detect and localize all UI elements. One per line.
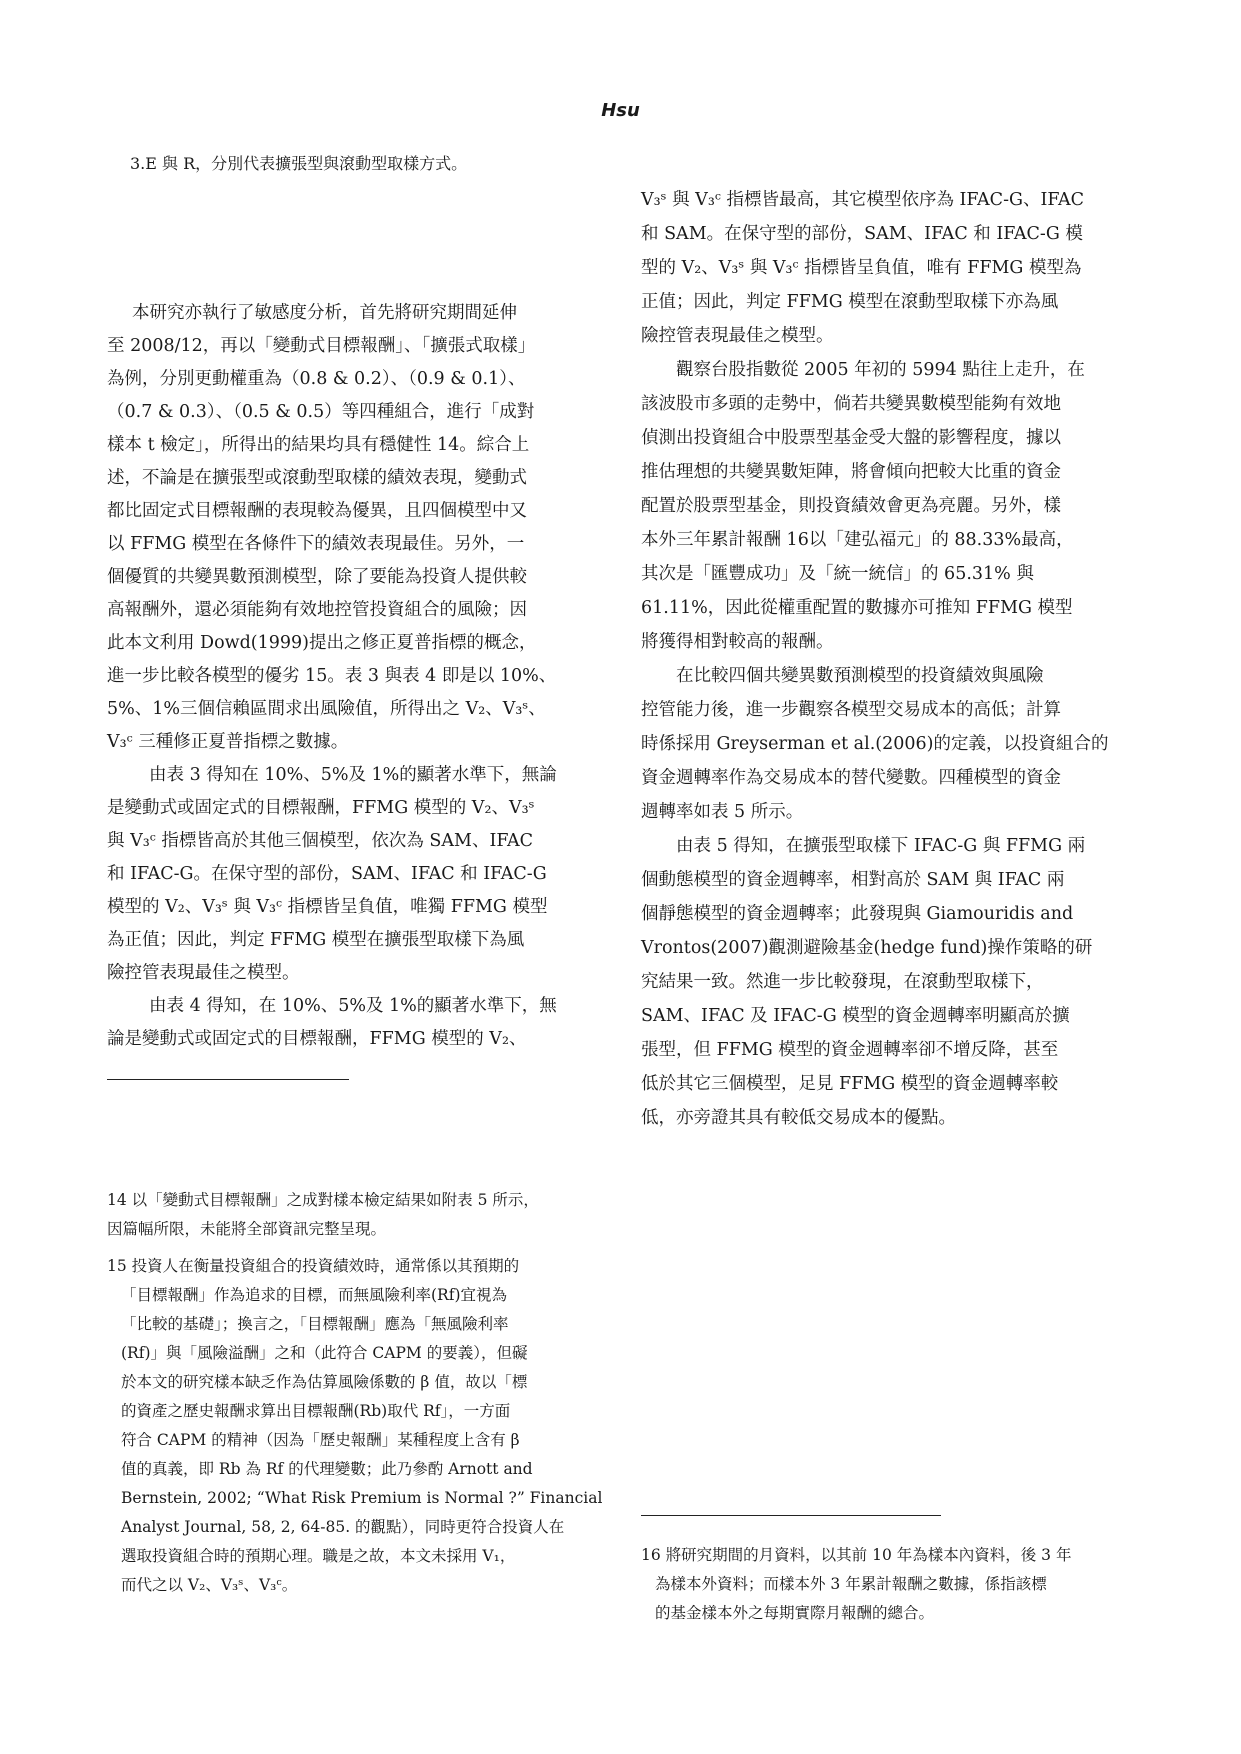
footnote-rule-left: [107, 1079, 349, 1080]
body-line: 推估理想的共變異數矩陣，將會傾向把較大比重的資金: [641, 462, 1061, 482]
body-line: （0.7 & 0.3）、（0.5 & 0.5）等四種組合，進行「成對: [107, 402, 535, 422]
body-line: 述，不論是在擴張型或滾動型取樣的績效表現，變動式: [107, 468, 527, 488]
footnote-line: (Rf)」與「風險溢酬」之和（此符合 CAPM 的要義），但礙: [121, 1344, 528, 1362]
body-line: 本研究亦執行了敏感度分析，首先將研究期間延伸: [132, 303, 517, 323]
body-line: 都比固定式目標報酬的表現較為優異，且四個模型中又: [107, 501, 527, 521]
footnote-line: 符合 CAPM 的精神（因為「歷史報酬」某種程度上含有 β: [121, 1431, 520, 1449]
body-line: 低，亦旁證其具有較低交易成本的優點。: [641, 1108, 956, 1128]
body-line: 是變動式或固定式的目標報酬，FFMG 模型的 V₂、V₃ˢ: [107, 798, 535, 818]
body-line: 觀察台股指數從 2005 年初的 5994 點往上走升，在: [676, 360, 1085, 380]
body-line: V₃ᶜ 三種修正夏普指標之數據。: [107, 732, 349, 752]
body-line: 論是變動式或固定式的目標報酬，FFMG 模型的 V₂、: [107, 1029, 527, 1049]
body-line: 本外三年累計報酬 16以「建弘福元」的 88.33%最高，: [641, 530, 1074, 550]
footnote-line: Bernstein, 2002; “What Risk Premium is Normal ?” Financial: [121, 1489, 603, 1507]
footnote-line: 14 以「變動式目標報酬」之成對樣本檢定結果如附表 5 所示，: [107, 1191, 539, 1209]
body-line: 在比較四個共變異數預測模型的投資績效與風險: [676, 666, 1044, 686]
footnote-line: Analyst Journal, 58, 2, 64-85. 的觀點），同時更符合投資人在: [121, 1518, 565, 1536]
footnote-line: 而代之以 V₂、V₃ˢ、V₃ᶜ。: [121, 1576, 298, 1594]
body-line: 61.11%，因此從權重配置的數據亦可推知 FFMG 模型: [641, 598, 1073, 618]
body-line: 為例，分別更動權重為（0.8 & 0.2）、（0.9 & 0.1）、: [107, 369, 526, 389]
body-line: 險控管表現最佳之模型。: [641, 326, 834, 346]
body-line: 究結果一致。然進一步比較發現，在滾動型取樣下，: [641, 972, 1044, 992]
footnote-line: 因篇幅所限，未能將全部資訊完整呈現。: [107, 1220, 387, 1238]
footnote-line: 值的真義，即 Rb 為 Rf 的代理變數；此乃參酌 Arnott and: [121, 1460, 533, 1478]
body-line: 張型，但 FFMG 模型的資金週轉率卻不增反降，甚至: [641, 1040, 1059, 1060]
footnote-line: 於本文的研究樣本缺乏作為估算風險係數的 β 值，故以「標: [121, 1373, 528, 1391]
body-line: 資金週轉率作為交易成本的替代變數。四種模型的資金: [641, 768, 1061, 788]
body-line: 控管能力後，進一步觀察各模型交易成本的高低；計算: [641, 700, 1061, 720]
body-line: 高報酬外，還必須能夠有效地控管投資組合的風險；因: [107, 600, 527, 620]
footnote-line: 「比較的基礎」；換言之，「目標報酬」應為「無風險利率: [121, 1315, 509, 1333]
body-line: 由表 5 得知，在擴張型取樣下 IFAC-G 與 FFMG 兩: [676, 836, 1086, 856]
footnote-line: 「目標報酬」作為追求的目標，而無風險利率(Rf)宜視為: [121, 1286, 508, 1304]
body-line: 個優質的共變異數預測模型，除了要能為投資人提供較: [107, 567, 527, 587]
body-line: 正值；因此，判定 FFMG 模型在滾動型取樣下亦為風: [641, 292, 1059, 312]
table-note: 3.E 與 R，分別代表擴張型與滾動型取樣方式。: [130, 154, 468, 173]
footnote-rule-right: [641, 1515, 941, 1516]
body-line: 型的 V₂、V₃ˢ 與 V₃ᶜ 指標皆呈負值，唯有 FFMG 模型為: [641, 258, 1082, 278]
body-line: 低於其它三個模型，足見 FFMG 模型的資金週轉率較: [641, 1074, 1059, 1094]
running-header: Hsu: [601, 100, 640, 121]
body-line: V₃ˢ 與 V₃ᶜ 指標皆最高，其它模型依序為 IFAC-G、IFAC: [641, 190, 1085, 210]
body-line: 險控管表現最佳之模型。: [107, 963, 300, 983]
footnote-line: 的基金樣本外之每期實際月報酬的總合。: [655, 1604, 935, 1622]
footnote-line: 15 投資人在衡量投資組合的投資績效時，通常係以其預期的: [107, 1257, 520, 1275]
body-line: 為正值；因此，判定 FFMG 模型在擴張型取樣下為風: [107, 930, 525, 950]
body-line: Vrontos(2007)觀測避險基金(hedge fund)操作策略的研: [641, 938, 1093, 958]
body-line: 進一步比較各模型的優劣 15。表 3 與表 4 即是以 10%、: [107, 666, 557, 686]
body-line: 時係採用 Greyserman et al.(2006)的定義，以投資組合的: [641, 734, 1109, 754]
body-line: 由表 4 得知，在 10%、5%及 1%的顯著水準下，無: [149, 996, 557, 1016]
body-line: 個靜態模型的資金週轉率；此發現與 Giamouridis and: [641, 904, 1074, 924]
body-line: 將獲得相對較高的報酬。: [641, 632, 834, 652]
body-line: 和 IFAC-G。在保守型的部份，SAM、IFAC 和 IFAC-G: [107, 864, 547, 884]
body-line: 個動態模型的資金週轉率，相對高於 SAM 與 IFAC 兩: [641, 870, 1065, 890]
body-line: 其次是「匯豐成功」及「統一統信」的 65.31% 與: [641, 564, 1034, 584]
body-line: 配置於股票型基金，則投資績效會更為亮麗。另外，樣: [641, 496, 1061, 516]
body-line: 5%、1%三個信賴區間求出風險值，所得出之 V₂、V₃ˢ、: [107, 699, 546, 719]
body-line: 樣本 t 檢定」，所得出的結果均具有穩健性 14。綜合上: [107, 435, 530, 455]
body-line: 週轉率如表 5 所示。: [641, 802, 804, 822]
body-line: 偵測出投資組合中股票型基金受大盤的影響程度，據以: [641, 428, 1061, 448]
body-line: 至 2008/12，再以「變動式目標報酬」、「擴張式取樣」: [107, 336, 536, 356]
body-line: 和 SAM。在保守型的部份，SAM、IFAC 和 IFAC-G 模: [641, 224, 1083, 244]
body-line: SAM、IFAC 及 IFAC-G 模型的資金週轉率明顯高於擴: [641, 1006, 1070, 1026]
footnote-line: 為樣本外資料；而樣本外 3 年累計報酬之數據，係指該標: [655, 1575, 1047, 1593]
body-line: 此本文利用 Dowd(1999)提出之修正夏普指標的概念，: [107, 633, 537, 653]
footnote-line: 選取投資組合時的預期心理。職是之故，本文未採用 V₁，: [121, 1547, 516, 1565]
body-line: 與 V₃ᶜ 指標皆高於其他三個模型，依次為 SAM、IFAC: [107, 831, 534, 851]
body-line: 由表 3 得知在 10%、5%及 1%的顯著水準下，無論: [149, 765, 557, 785]
footnote-line: 的資產之歷史報酬求算出目標報酬(Rb)取代 Rf」，一方面: [121, 1402, 511, 1420]
body-line: 模型的 V₂、V₃ˢ 與 V₃ᶜ 指標皆呈負值，唯獨 FFMG 模型: [107, 897, 548, 917]
body-line: 該波股市多頭的走勢中，倘若共變異數模型能夠有效地: [641, 394, 1061, 414]
body-line: 以 FFMG 模型在各條件下的績效表現最佳。另外，一: [107, 534, 525, 554]
footnote-line: 16 將研究期間的月資料，以其前 10 年為樣本內資料，後 3 年: [641, 1546, 1072, 1564]
